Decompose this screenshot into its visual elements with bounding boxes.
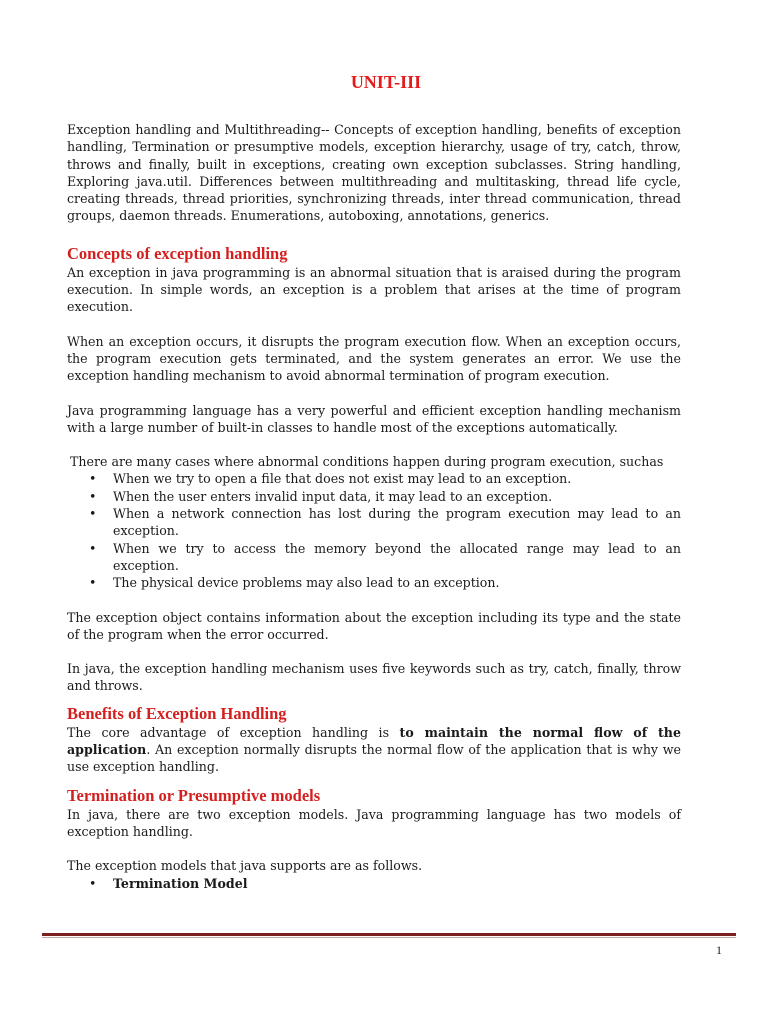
concepts-paragraph-1: An exception in java programming is an abnormal situation that is araised during the program execution. In simple words, an exception is a problem that arises at the time of program execution.	[67, 264, 681, 315]
termination-paragraph-2: The exception models that java supports are as follows.	[67, 858, 423, 874]
page-title: UNIT-III	[350, 72, 422, 92]
page-number: 1	[716, 943, 722, 957]
section-heading-benefits: Benefits of Exception Handling	[67, 703, 287, 723]
concepts-paragraph-2: When an exception occurs, it disrupts the program execution flow. When an exception occurs, the program execution gets terminated, and the system generates an error. We use the exception handling mechanism to avoid abnormal termination of program execution.	[67, 333, 681, 384]
bullet-icon: •	[89, 540, 97, 556]
concepts-paragraph-5: The exception object contains information about the exception including its type and the state of the program when the error occurred.	[67, 609, 681, 642]
list-item: • The physical device problems may also lead to an exception.	[89, 575, 500, 591]
list-item: • When we try to access the memory beyond the allocated range may lead to an exception.	[89, 540, 681, 573]
section-heading-termination: Termination or Presumptive models	[67, 785, 321, 805]
concepts-paragraph-4: There are many cases where abnormal conditions happen during program execution, suchas	[70, 454, 664, 470]
cases-list	[67, 470, 681, 591]
footer-divider	[42, 933, 736, 938]
concepts-paragraph-3: Java programming language has a very powerful and efficient exception handling mechanism with a large number of built-in classes to handle most of the exceptions automatically.	[67, 402, 681, 435]
bullet-icon: •	[89, 488, 97, 504]
benefits-bold-phrase: to maintain the normal flow of the application	[67, 724, 681, 758]
benefits-paragraph: The core advantage of exception handling is to maintain the normal flow of the application. An exception normally disrupts the normal flow of the application that is why we use exception handling.	[67, 724, 681, 775]
termination-paragraph-1: In java, there are two exception models. Java programming language has two models of exception handling.	[67, 806, 681, 839]
intro-paragraph: Exception handling and Multithreading-- Concepts of exception handling, benefits of exception handling, Termination or presumptive models, exception hierarchy, usage of try, catch, throw, throws and finally, built in exceptions, creating own exception subclasses. String handling, Exploring java.util. Differences between multithreading and multitasking, thread life cycle, creating threads, thread priorities, synchronizing threads, inter thread communication, thread groups, daemon threads. Enumerations, autoboxing, annotations, generics.	[67, 122, 681, 224]
bullet-icon: •	[89, 471, 97, 487]
section-heading-concepts: Concepts of exception handling	[67, 243, 288, 263]
concepts-paragraph-6: In java, the exception handling mechanism uses five keywords such as try, catch, finally, throw and throws.	[67, 661, 681, 694]
page-body	[67, 72, 681, 892]
bullet-icon: •	[89, 506, 97, 522]
list-item: • When we try to open a file that does not exist may lead to an exception.	[89, 471, 572, 487]
list-item: • When the user enters invalid input data, it may lead to an exception.	[89, 488, 553, 504]
bullet-icon: •	[89, 575, 97, 591]
list-item: • When a network connection has lost during the program execution may lead to an exception.	[89, 506, 681, 539]
models-list	[67, 875, 681, 892]
list-item: • Termination Model	[89, 875, 248, 891]
bullet-icon: •	[89, 875, 97, 891]
